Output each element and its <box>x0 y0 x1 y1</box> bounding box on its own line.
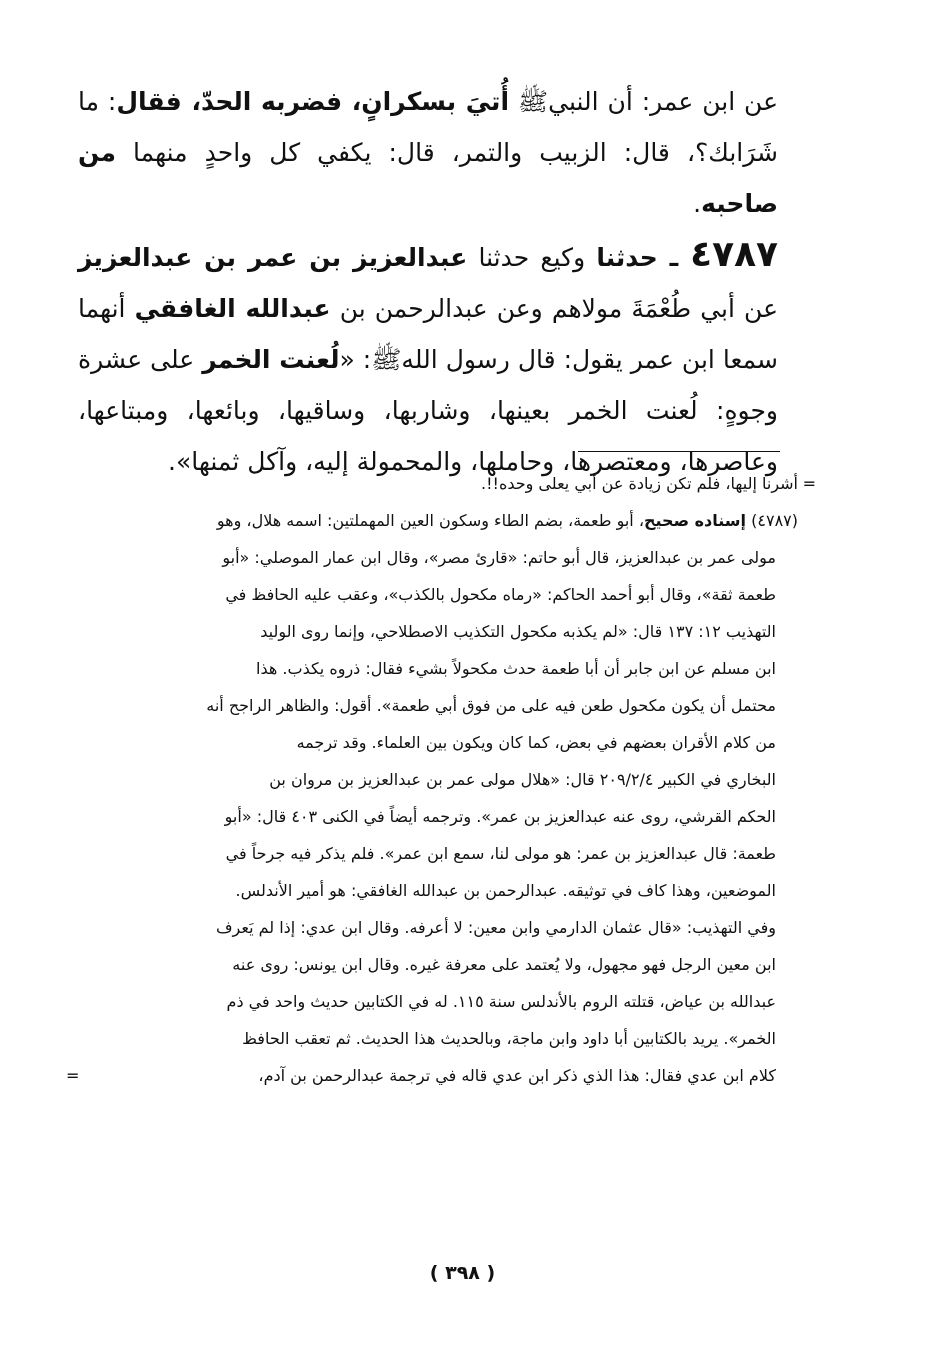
text-run: : ما شَرَابك؟، قال: الزبيب والتمر، قال: يكفي كل واحدٍ منهما <box>78 87 778 167</box>
footnote-line: وفي التهذيب: «قال عثمان الدارمي وابن معين: لا أعرفه. وقال ابن عدي: إذا لم يَعرف <box>215 918 776 937</box>
text-run-bold: حدثنا <box>596 243 658 272</box>
hadith-paragraph-1 <box>78 76 778 229</box>
continuation-mark-top: = <box>802 474 816 493</box>
text-run-bold: أُتيَ بسكرانٍ، فضربه الحدّ، فقال <box>116 87 510 116</box>
text-run-bold: من صاحبه <box>78 138 778 218</box>
text-run: أنهما سمعا ابن عمر يقول: قال رسول اللهﷺ: « <box>78 294 778 374</box>
footnote-line: مولى عمر بن عبدالعزيز، قال أبو حاتم: «قارئ مصر»، وقال ابن عمار الموصلي: «أبو <box>222 548 776 567</box>
footnote-line: ابن مسلم عن ابن جابر أن أبا طعمة حدث مكحولاً بشيء فقال: ذروه يكذب. هذا <box>256 659 776 678</box>
footnote-line: الحكم القرشي، روى عنه عبدالعزيز بن عمر». وترجمه أيضاً في الكنى ٤٠٣ قال: «أبو <box>224 807 776 826</box>
footnote-line: الموضعين، وهذا كاف في توثيقه. عبدالرحمن بن عبدالله الغافقي: هو أمير الأندلس. <box>235 881 776 900</box>
footnote-line: طعمة: قال عبدالعزيز بن عمر: هو مولى لنا، سمع ابن عمر». فلم يذكر فيه جرحاً في <box>225 844 776 863</box>
footnote-line: التهذيب ١٢: ١٣٧ قال: «لم يكذبه مكحول التكذيب الاصطلاحي، وإنما روى الوليد <box>260 622 776 641</box>
continuation-mark-bottom: = <box>66 1066 80 1085</box>
text-run: على عشرة وجوهٍ: لُعنت الخمر بعينها، وشاربها، وساقيها، وبائعها، ومبتاعها، وعاصرها، ومعتصرها، وحاملها، والمحمولة إليه، وآكل ثمنها». <box>78 345 778 476</box>
hadith-number: ٤٧٨٧ <box>690 234 779 275</box>
note-lead: إسناده صحيح <box>643 511 747 530</box>
previous-note-text: أشرنا إليها، فلم تكن زيادة عن أبي يعلى وحده!!. <box>481 474 798 493</box>
footnote-text: ، أبو طعمة، بضم الطاء وسكون العين المهملتين: اسمه هلال، وهو <box>216 511 644 530</box>
text-run: . <box>693 189 702 218</box>
footnote-line: محتمل أن يكون مكحول طعن فيه على من فوق أبي طعمة». أقول: والظاهر الراجح أنه <box>206 696 776 715</box>
footnote-line: البخاري في الكبير ٢٠٩/٢/٤ قال: «هلال مولى عمر بن عبدالعزيز بن مروان بن <box>269 770 776 789</box>
page-number: ( ٣٩٨ ) <box>429 1262 496 1284</box>
text-run: وكيع حدثنا <box>467 243 597 272</box>
footnote-separator <box>578 451 780 452</box>
footnote-line <box>66 1057 798 1094</box>
footnotes <box>66 465 816 1094</box>
footnote-line: الخمر». يريد بالكتابين أبا داود وابن ماجة، وبالحديث هذا الحديث. ثم تعقب الحافظ <box>242 1029 776 1048</box>
footnote-text: كلام ابن عدي فقال: هذا الذي ذكر ابن عدي قاله في ترجمة عبدالرحمن بن آدم، <box>258 1066 776 1085</box>
footnote-line: من كلام الأقران بعضهم في بعض، كما كان ويكون بين العلماء. وقد ترجمه <box>296 733 776 752</box>
text-run: عن ابن عمر: أن النبيﷺ <box>509 87 778 116</box>
text-run-bold: لُعنت الخمر <box>202 345 340 374</box>
footnote-line: عبدالله بن عياض، قتلته الروم بالأندلس سنة ١١٥. له في الكتابين حديث واحد في ذم <box>226 992 776 1011</box>
text-run-bold: عبدالعزيز بن عمر بن عبدالعزيز <box>78 243 468 272</box>
hadith-paragraph-2 <box>78 229 778 487</box>
footnote-line: ابن معين الرجل فهو مجهول، ولا يُعتمد على معرفة غيره. وقال ابن يونس: روى عنه <box>232 955 776 974</box>
footnote-line <box>70 465 816 502</box>
main-text <box>78 76 778 487</box>
footnote-line: طعمة ثقة»، وقال أبو أحمد الحاكم: «رماه مكحول بالكذب»، وعقب عليه الحافظ في <box>225 585 776 604</box>
note-number: (٤٧٨٧) <box>751 511 798 530</box>
footnote-line <box>70 502 798 539</box>
text-run: عن أبي طُعْمَةَ مولاهم وعن عبدالرحمن بن <box>330 294 778 323</box>
text-run: ـ <box>657 243 691 272</box>
text-run-bold: عبدالله الغافقي <box>134 294 331 323</box>
